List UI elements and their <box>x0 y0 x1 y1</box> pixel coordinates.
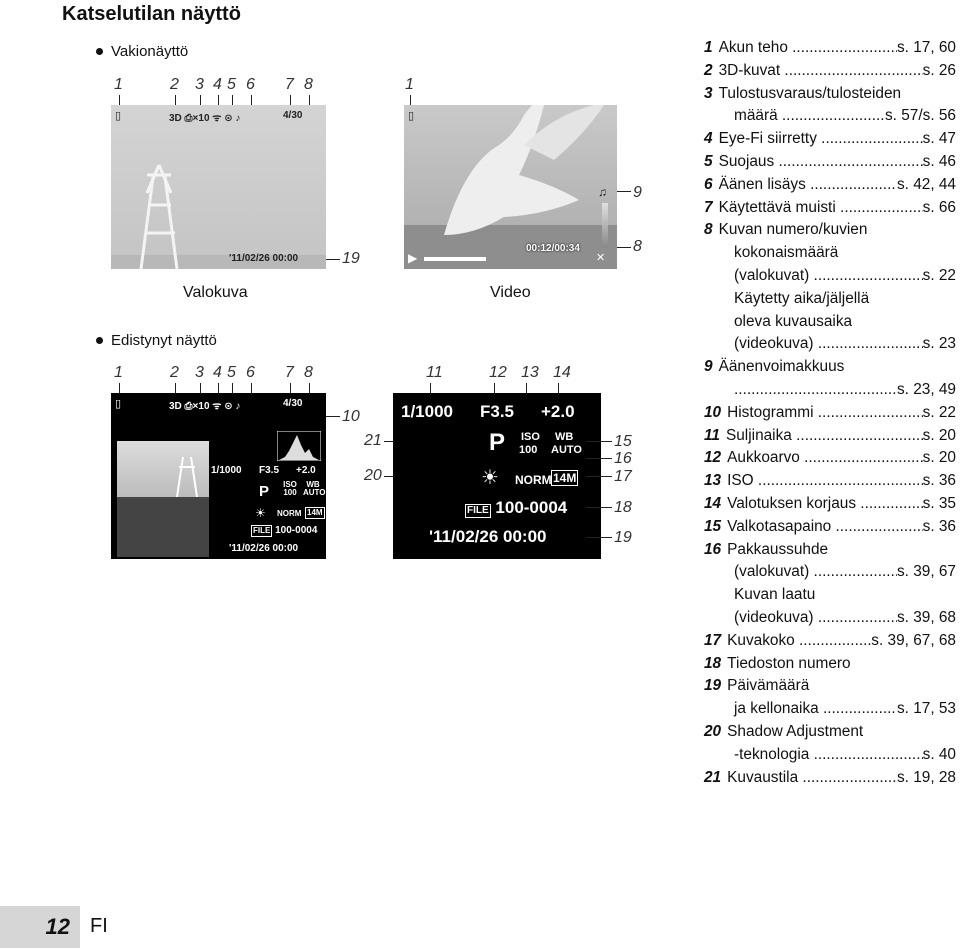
reference-row <box>704 379 956 402</box>
reference-row <box>704 698 956 721</box>
exposure-compensation: +2.0 <box>296 465 316 476</box>
reference-row <box>704 128 956 151</box>
lifeguard-tower-image <box>111 105 326 269</box>
reference-page: s. 26 <box>922 61 956 79</box>
leader-line <box>586 476 612 477</box>
reference-row <box>704 151 956 174</box>
reference-row <box>704 493 956 516</box>
callout-15: 15 <box>614 433 632 450</box>
mute-icon: ✕ <box>596 252 606 264</box>
shadow-adjust-icon: ☀ <box>481 467 499 489</box>
reference-number: 12 <box>704 449 722 467</box>
reference-number: 4 <box>704 130 713 148</box>
reference-text: Valkotasapaino ..... <box>727 516 923 539</box>
reference-number: 6 <box>704 175 713 193</box>
reference-text: oleva kuvausaika <box>734 312 853 330</box>
reference-text: ja kellonaika ..... <box>704 698 897 721</box>
iso-label: ISO <box>521 431 540 443</box>
reference-page: s. 17, 60 <box>896 39 956 56</box>
callout-2: 2 <box>170 364 179 381</box>
reference-number: 19 <box>704 677 722 695</box>
callout-3: 3 <box>195 364 204 381</box>
callout-1-video: 1 <box>405 76 414 93</box>
reference-page: s. 57/s. 56 <box>884 107 956 125</box>
section-standard-label: Vakionäyttö <box>111 43 189 60</box>
reference-row <box>704 60 956 83</box>
reference-text: Käytetty aika/jäljellä <box>734 289 870 307</box>
reference-page: s. 36 <box>922 517 956 535</box>
reference-text: (videokuva) ..... <box>704 333 923 356</box>
frame-count: 4/30 <box>283 398 303 409</box>
reference-text: Kuvan laatu <box>734 586 816 604</box>
reference-text: määrä ..... <box>704 105 885 128</box>
reference-text: kokonaismäärä <box>734 244 839 262</box>
reference-row <box>704 333 956 356</box>
reference-row <box>704 311 956 334</box>
reference-row <box>704 83 956 106</box>
image-size: 14M <box>307 508 323 517</box>
reference-text: Pakkaussuhde <box>727 540 829 558</box>
reference-page: s. 39, 67, 68 <box>871 631 956 649</box>
reference-row <box>704 653 956 676</box>
reference-row <box>704 721 956 744</box>
reference-number: 11 <box>704 426 720 444</box>
volume-bar[interactable] <box>602 203 608 248</box>
reference-text: (valokuvat) ..... <box>704 265 923 288</box>
reference-page: s. 66 <box>922 198 956 216</box>
callout-7: 7 <box>285 76 294 93</box>
reference-number: 2 <box>704 61 713 79</box>
reference-row <box>704 630 956 653</box>
reference-page: s. 39, 67 <box>896 563 956 581</box>
progress-bar[interactable] <box>424 257 486 261</box>
callout-20: 20 <box>364 467 382 484</box>
reference-row <box>704 470 956 493</box>
leader-line <box>586 507 612 508</box>
date-time: '11/02/26 00:00 <box>229 543 299 554</box>
reference-text: Kuvan numero/kuvien <box>718 221 868 239</box>
leader-line <box>326 416 340 417</box>
image-size: 14M <box>553 471 577 485</box>
iso-value: ISO 100 <box>283 480 297 497</box>
reference-text: (videokuva) ..... <box>704 607 897 630</box>
reference-text: Äänen lisäys ..... <box>719 174 897 197</box>
reference-text: Päivämäärä <box>727 677 810 695</box>
callout-19: 19 <box>614 529 632 546</box>
reference-text: Shadow Adjustment <box>727 722 864 740</box>
reference-number: 15 <box>704 517 722 535</box>
iso-value: 100 <box>519 444 538 456</box>
reference-number: 16 <box>704 540 722 558</box>
battery-icon: ▯ <box>115 398 122 410</box>
leader-line <box>586 441 612 442</box>
compression: NORM <box>277 509 302 518</box>
reference-row <box>704 425 956 448</box>
shutter-speed: 1/1000 <box>401 402 453 421</box>
leader-line <box>586 458 612 459</box>
reference-text: Eye-Fi siirretty ..... <box>719 128 923 151</box>
reference-page: s. 20 <box>922 449 956 467</box>
compression: NORM <box>515 473 552 487</box>
thumbnail-image <box>117 441 209 497</box>
battery-icon: ▯ <box>408 110 415 122</box>
reference-page: s. 47 <box>922 130 956 148</box>
bullet-icon <box>96 48 103 55</box>
callout-2: 2 <box>170 76 179 93</box>
reference-row <box>704 197 956 220</box>
caption-photo: Valokuva <box>183 284 248 301</box>
shooting-mode: P <box>489 429 506 456</box>
callout-16: 16 <box>614 450 632 467</box>
reference-page: s. 23 <box>922 335 956 353</box>
callout-5: 5 <box>227 364 236 381</box>
reference-number: 10 <box>704 403 722 421</box>
reference-text: Aukkoarvo ..... <box>727 447 923 470</box>
reference-row <box>704 675 956 698</box>
reference-page: s. 40 <box>922 745 956 763</box>
page-title: Katselutilan näyttö <box>62 3 241 25</box>
leader-line <box>617 247 631 248</box>
reference-row <box>704 242 956 265</box>
histogram-chart <box>277 431 321 461</box>
date-time: '11/02/26 00:00 <box>429 527 547 546</box>
reference-row <box>704 767 956 790</box>
callout-14: 14 <box>553 364 571 381</box>
reference-text: Kuvaustila ..... <box>727 767 897 790</box>
callout-8: 8 <box>304 364 313 381</box>
reference-text: Akun teho ..... <box>719 37 897 60</box>
section-advanced <box>96 332 217 349</box>
white-balance: WB AUTO <box>303 480 326 497</box>
reference-text: Kuvakoko ..... <box>727 630 871 653</box>
status-icons: 3D ⎙×10 ᯤ ⊙ ♪ <box>169 401 241 412</box>
bullet-icon <box>96 337 103 344</box>
reference-number: 9 <box>704 358 713 376</box>
callout-8-video: 8 <box>633 238 642 255</box>
leader-line <box>586 537 612 538</box>
elapsed-time: 00:12/00:34 <box>526 243 580 254</box>
file-number: FILE 100-0004 <box>253 525 318 536</box>
reference-text: Äänenvoimakkuus <box>718 358 845 376</box>
callout-4: 4 <box>213 76 222 93</box>
video-screen <box>404 105 617 269</box>
reference-text <box>704 379 897 402</box>
advanced-info-overlay <box>393 393 601 559</box>
callout-7: 7 <box>285 364 294 381</box>
wb-value: AUTO <box>551 444 582 456</box>
page-number: 12 <box>0 906 80 948</box>
reference-row <box>704 447 956 470</box>
callout-12: 12 <box>489 364 507 381</box>
reference-text: Tiedoston numero <box>727 654 851 672</box>
volume-icon: ♫ <box>598 185 607 199</box>
reference-row <box>704 744 956 767</box>
callout-19: 19 <box>342 250 360 267</box>
reference-text: Suljinaika ..... <box>726 425 923 448</box>
reference-number: 8 <box>704 221 713 239</box>
callout-3: 3 <box>195 76 204 93</box>
reference-page: s. 35 <box>922 494 956 512</box>
reference-page: s. 23, 49 <box>896 380 956 398</box>
reference-list <box>704 37 956 789</box>
callout-1: 1 <box>114 364 123 381</box>
reference-text: Tulostusvaraus/tulosteiden <box>718 84 902 102</box>
reference-row <box>704 105 956 128</box>
reference-text: ISO ..... <box>727 470 923 493</box>
callout-9: 9 <box>633 184 642 201</box>
reference-text: (valokuvat) ..... <box>704 561 897 584</box>
reference-text: Histogrammi ..... <box>727 402 923 425</box>
advanced-photo-screen <box>111 393 326 559</box>
reference-row <box>704 219 956 242</box>
reference-number: 5 <box>704 152 713 170</box>
reference-number: 1 <box>704 39 713 56</box>
callout-10: 10 <box>342 408 360 425</box>
reference-row <box>704 174 956 197</box>
callout-21: 21 <box>364 432 382 449</box>
reference-number: 18 <box>704 654 722 672</box>
reference-text: -teknologia ..... <box>704 744 923 767</box>
battery-icon: ▯ <box>115 110 122 122</box>
callout-8: 8 <box>304 76 313 93</box>
shadow-adjust-icon: ☀ <box>255 506 266 520</box>
callout-4: 4 <box>213 364 222 381</box>
aperture: F3.5 <box>259 465 280 476</box>
status-icons: 3D ⎙×10 ᯤ ⊙ ♪ <box>169 113 241 124</box>
leader-line <box>326 259 340 260</box>
reference-number: 20 <box>704 722 722 740</box>
callout-13: 13 <box>521 364 539 381</box>
date-time: '11/02/26 00:00 <box>229 253 299 264</box>
aperture: F3.5 <box>480 402 515 421</box>
reference-row <box>704 561 956 584</box>
reference-page: s. 42, 44 <box>896 175 956 193</box>
reference-text: Suojaus ..... <box>719 151 923 174</box>
reference-row <box>704 37 956 60</box>
reference-number: 3 <box>704 84 713 102</box>
reference-row <box>704 584 956 607</box>
reference-number: 13 <box>704 472 722 490</box>
callout-18: 18 <box>614 499 632 516</box>
reference-row <box>704 607 956 630</box>
reference-page: s. 19, 28 <box>896 768 956 786</box>
callout-17: 17 <box>614 468 632 485</box>
reference-number: 17 <box>704 631 722 649</box>
tower-thumbnail <box>117 441 209 497</box>
seagull-image <box>404 105 617 269</box>
shutter-speed: 1/1000 <box>211 465 242 476</box>
reference-number: 21 <box>704 768 722 786</box>
reference-text: 3D-kuvat ..... <box>719 60 923 83</box>
thumbnail-sea <box>117 497 209 557</box>
callout-6: 6 <box>246 364 255 381</box>
reference-row <box>704 539 956 562</box>
language-code: FI <box>90 915 108 937</box>
reference-page: s. 20 <box>922 426 956 444</box>
reference-text: Käytettävä muisti ..... <box>719 197 923 220</box>
leader-line <box>617 191 631 192</box>
frame-count: 4/30 <box>283 110 303 121</box>
caption-video: Video <box>490 284 531 301</box>
reference-number: 14 <box>704 494 722 512</box>
callout-1: 1 <box>114 76 123 93</box>
photo-screen <box>111 105 326 269</box>
reference-number: 7 <box>704 198 713 216</box>
reference-row <box>704 516 956 539</box>
reference-row <box>704 265 956 288</box>
reference-row <box>704 356 956 379</box>
file-number: FILE 100-0004 <box>467 498 568 517</box>
callout-5: 5 <box>227 76 236 93</box>
shooting-mode: P <box>259 483 270 500</box>
wb-label: WB <box>555 431 574 443</box>
section-advanced-label: Edistynyt näyttö <box>111 332 217 349</box>
reference-page: s. 36 <box>922 472 956 490</box>
reference-text: Valotuksen korjaus ..... <box>727 493 923 516</box>
reference-page: s. 46 <box>922 152 956 170</box>
exposure-compensation: +2.0 <box>541 402 575 421</box>
callout-11: 11 <box>426 364 443 381</box>
play-icon[interactable]: ▶ <box>408 251 418 265</box>
section-standard <box>96 43 188 60</box>
callout-6: 6 <box>246 76 255 93</box>
reference-page: s. 17, 53 <box>896 700 956 718</box>
reference-page: s. 22 <box>922 403 956 421</box>
reference-page: s. 22 <box>922 266 956 284</box>
reference-page: s. 39, 68 <box>896 608 956 626</box>
reference-row <box>704 402 956 425</box>
reference-row <box>704 288 956 311</box>
